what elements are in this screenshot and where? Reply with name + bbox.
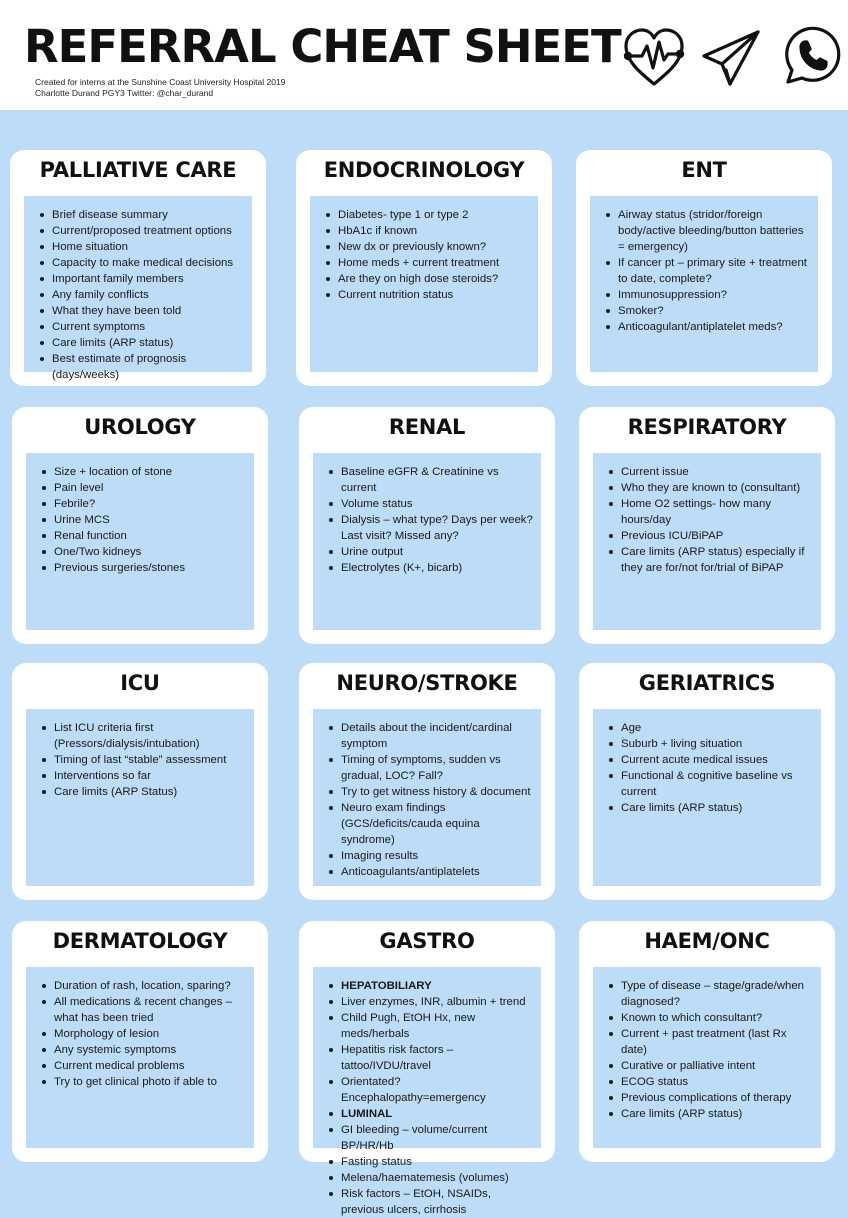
card-geriatrics	[579, 663, 835, 900]
card-title: RESPIRATORY	[627, 415, 787, 439]
card-title: GERIATRICS	[638, 671, 776, 695]
checklist-item: Curative or palliative intent	[621, 1058, 815, 1074]
card-panel	[593, 967, 821, 1148]
card-title: PALLIATIVE CARE	[39, 158, 237, 182]
checklist-item: Age	[621, 720, 815, 736]
checklist-item: One/Two kidneys	[54, 544, 248, 560]
checklist	[310, 196, 538, 303]
checklist-item: What they have been told	[52, 303, 246, 319]
checklist-item: Interventions so far	[54, 768, 248, 784]
card-endocrinology	[296, 150, 552, 386]
checklist-item: Previous complications of therapy	[621, 1090, 815, 1106]
checklist-item: Try to get clinical photo if able to	[54, 1074, 248, 1090]
checklist-item: All medications & recent changes – what has been tried	[54, 994, 248, 1026]
checklist-item: Care limits (ARP status)	[52, 335, 246, 351]
checklist	[26, 967, 254, 1090]
checklist-item: Timing of symptoms, sudden vs gradual, LOC? Fall?	[341, 752, 535, 784]
card-panel	[26, 453, 254, 630]
checklist-item: Diabetes- type 1 or type 2	[338, 207, 532, 223]
checklist-item: List ICU criteria first (Pressors/dialysis/intubation)	[54, 720, 248, 752]
checklist-item: Imaging results	[341, 848, 535, 864]
checklist-item: Risk factors – EtOH, NSAIDs, previous ulcers, cirrhosis	[341, 1186, 535, 1218]
checklist-item: Smoker?	[618, 303, 812, 319]
checklist	[593, 967, 821, 1122]
card-panel	[24, 196, 252, 381]
checklist-item: Brief disease summary	[52, 207, 246, 223]
card-title: GASTRO	[379, 929, 475, 953]
checklist-item: Try to get witness history & document	[341, 784, 535, 800]
card-panel	[593, 453, 821, 630]
card-ent	[576, 150, 832, 386]
checklist-item: Are they on high dose steroids?	[338, 271, 532, 287]
checklist-item: Liver enzymes, INR, albumin + trend	[341, 994, 535, 1010]
checklist-item: Pain level	[54, 480, 248, 496]
checklist-item: Urine output	[341, 544, 535, 560]
checklist-item: Care limits (ARP status)	[621, 800, 815, 816]
checklist-item: HbA1c if known	[338, 223, 532, 239]
checklist-item: Known to which consultant?	[621, 1010, 815, 1026]
card-panel	[313, 453, 541, 630]
card-haem-onc	[579, 921, 835, 1162]
card-palliative-care	[10, 150, 266, 386]
checklist-item: Care limits (ARP status)	[621, 1106, 815, 1122]
checklist-item: Anticoagulants/antiplatelets	[341, 864, 535, 880]
checklist-item: New dx or previously known?	[338, 239, 532, 255]
checklist-item: Best estimate of prognosis (days/weeks)	[52, 351, 246, 383]
checklist-item: Type of disease – stage/grade/when diagnosed?	[621, 978, 815, 1010]
checklist-item: Morphology of lesion	[54, 1026, 248, 1042]
checklist-item: Previous surgeries/stones	[54, 560, 248, 576]
card-respiratory	[579, 407, 835, 644]
card-renal	[299, 407, 555, 644]
card-panel	[313, 709, 541, 886]
checklist-item: Current acute medical issues	[621, 752, 815, 768]
checklist-item: Duration of rash, location, sparing?	[54, 978, 248, 994]
checklist-item: Important family members	[52, 271, 246, 287]
checklist-item: Orientated? Encephalopathy=emergency	[341, 1074, 535, 1106]
card-icu	[12, 663, 268, 900]
checklist-item: Home situation	[52, 239, 246, 255]
author-line: Charlotte Durand PGY3 Twitter: @char_durand	[35, 88, 214, 98]
card-title: RENAL	[388, 415, 466, 439]
card-panel	[593, 709, 821, 886]
checklist-item: Capacity to make medical decisions	[52, 255, 246, 271]
checklist-item: Who they are known to (consultant)	[621, 480, 815, 496]
checklist	[313, 709, 541, 880]
heartbeat-icon	[622, 26, 686, 90]
checklist-item: Volume status	[341, 496, 535, 512]
card-title: ICU	[120, 671, 160, 695]
checklist-item: Home meds + current treatment	[338, 255, 532, 271]
card-gastro	[299, 921, 555, 1216]
credit-line: Created for interns at the Sunshine Coast University Hospital 2019	[35, 77, 286, 87]
checklist-item: Neuro exam findings (GCS/deficits/cauda equina syndrome)	[341, 800, 535, 848]
checklist-item: Any family conflicts	[52, 287, 246, 303]
checklist-item: Airway status (stridor/foreign body/active bleeding/button batteries = emergency)	[618, 207, 812, 255]
checklist-item: GI bleeding – volume/current BP/HR/Hb	[341, 1122, 535, 1154]
card-title: ENT	[681, 158, 727, 182]
checklist-item: Care limits (ARP status) especially if they are for/not for/trial of BiPAP	[621, 544, 815, 576]
checklist	[593, 453, 821, 576]
checklist-item: Melena/haematemesis (volumes)	[341, 1170, 535, 1186]
checklist-item: Care limits (ARP Status)	[54, 784, 248, 800]
checklist-item: Fasting status	[341, 1154, 535, 1170]
checklist-item: Size + location of stone	[54, 464, 248, 480]
checklist-item: ECOG status	[621, 1074, 815, 1090]
checklist-item: Suburb + living situation	[621, 736, 815, 752]
section-heading: LUMINAL	[341, 1106, 535, 1122]
checklist-item: Electrolytes (K+, bicarb)	[341, 560, 535, 576]
card-neuro-stroke	[299, 663, 555, 900]
header	[0, 0, 848, 110]
card-title: ENDOCRINOLOGY	[323, 158, 525, 182]
checklist	[24, 196, 252, 383]
checklist-item: Febrile?	[54, 496, 248, 512]
card-panel	[310, 196, 538, 372]
checklist-item: Immunosuppression?	[618, 287, 812, 303]
checklist	[26, 709, 254, 800]
checklist-item: Details about the incident/cardinal symptom	[341, 720, 535, 752]
card-title: UROLOGY	[84, 415, 196, 439]
checklist-item: Previous ICU/BiPAP	[621, 528, 815, 544]
checklist-item: Urine MCS	[54, 512, 248, 528]
card-panel	[590, 196, 818, 372]
checklist-item: Current issue	[621, 464, 815, 480]
card-panel	[313, 967, 541, 1216]
checklist-item: Child Pugh, EtOH Hx, new meds/herbals	[341, 1010, 535, 1042]
checklist-item: Anticoagulant/antiplatelet meds?	[618, 319, 812, 335]
checklist-item: Hepatitis risk factors – tattoo/IVDU/travel	[341, 1042, 535, 1074]
checklist-item: Current symptoms	[52, 319, 246, 335]
checklist-item: Any systemic symptoms	[54, 1042, 248, 1058]
section-heading: HEPATOBILIARY	[341, 978, 535, 994]
checklist-item: Current/proposed treatment options	[52, 223, 246, 239]
whatsapp-icon	[778, 26, 842, 90]
checklist	[593, 709, 821, 816]
checklist-item: Timing of last “stable” assessment	[54, 752, 248, 768]
page-title: REFERRAL CHEAT SHEET	[24, 20, 621, 73]
checklist-item: Renal function	[54, 528, 248, 544]
checklist	[26, 453, 254, 576]
checklist-item: Current + past treatment (last Rx date)	[621, 1026, 815, 1058]
checklist-item: Current medical problems	[54, 1058, 248, 1074]
checklist-item: Home O2 settings- how many hours/day	[621, 496, 815, 528]
checklist	[313, 967, 541, 1218]
card-urology	[12, 407, 268, 644]
card-dermatology	[12, 921, 268, 1162]
card-panel	[26, 967, 254, 1148]
paper-plane-icon	[700, 26, 764, 90]
card-title: NEURO/STROKE	[336, 671, 518, 695]
checklist-item: Baseline eGFR & Creatinine vs current	[341, 464, 535, 496]
card-title: HAEM/ONC	[644, 929, 770, 953]
checklist-item: If cancer pt – primary site + treatment to date, complete?	[618, 255, 812, 287]
card-panel	[26, 709, 254, 886]
checklist	[313, 453, 541, 576]
checklist-item: Functional & cognitive baseline vs current	[621, 768, 815, 800]
checklist-item: Dialysis – what type? Days per week? Last visit? Missed any?	[341, 512, 535, 544]
card-title: DERMATOLOGY	[52, 929, 228, 953]
checklist-item: Current nutrition status	[338, 287, 532, 303]
checklist	[590, 196, 818, 335]
